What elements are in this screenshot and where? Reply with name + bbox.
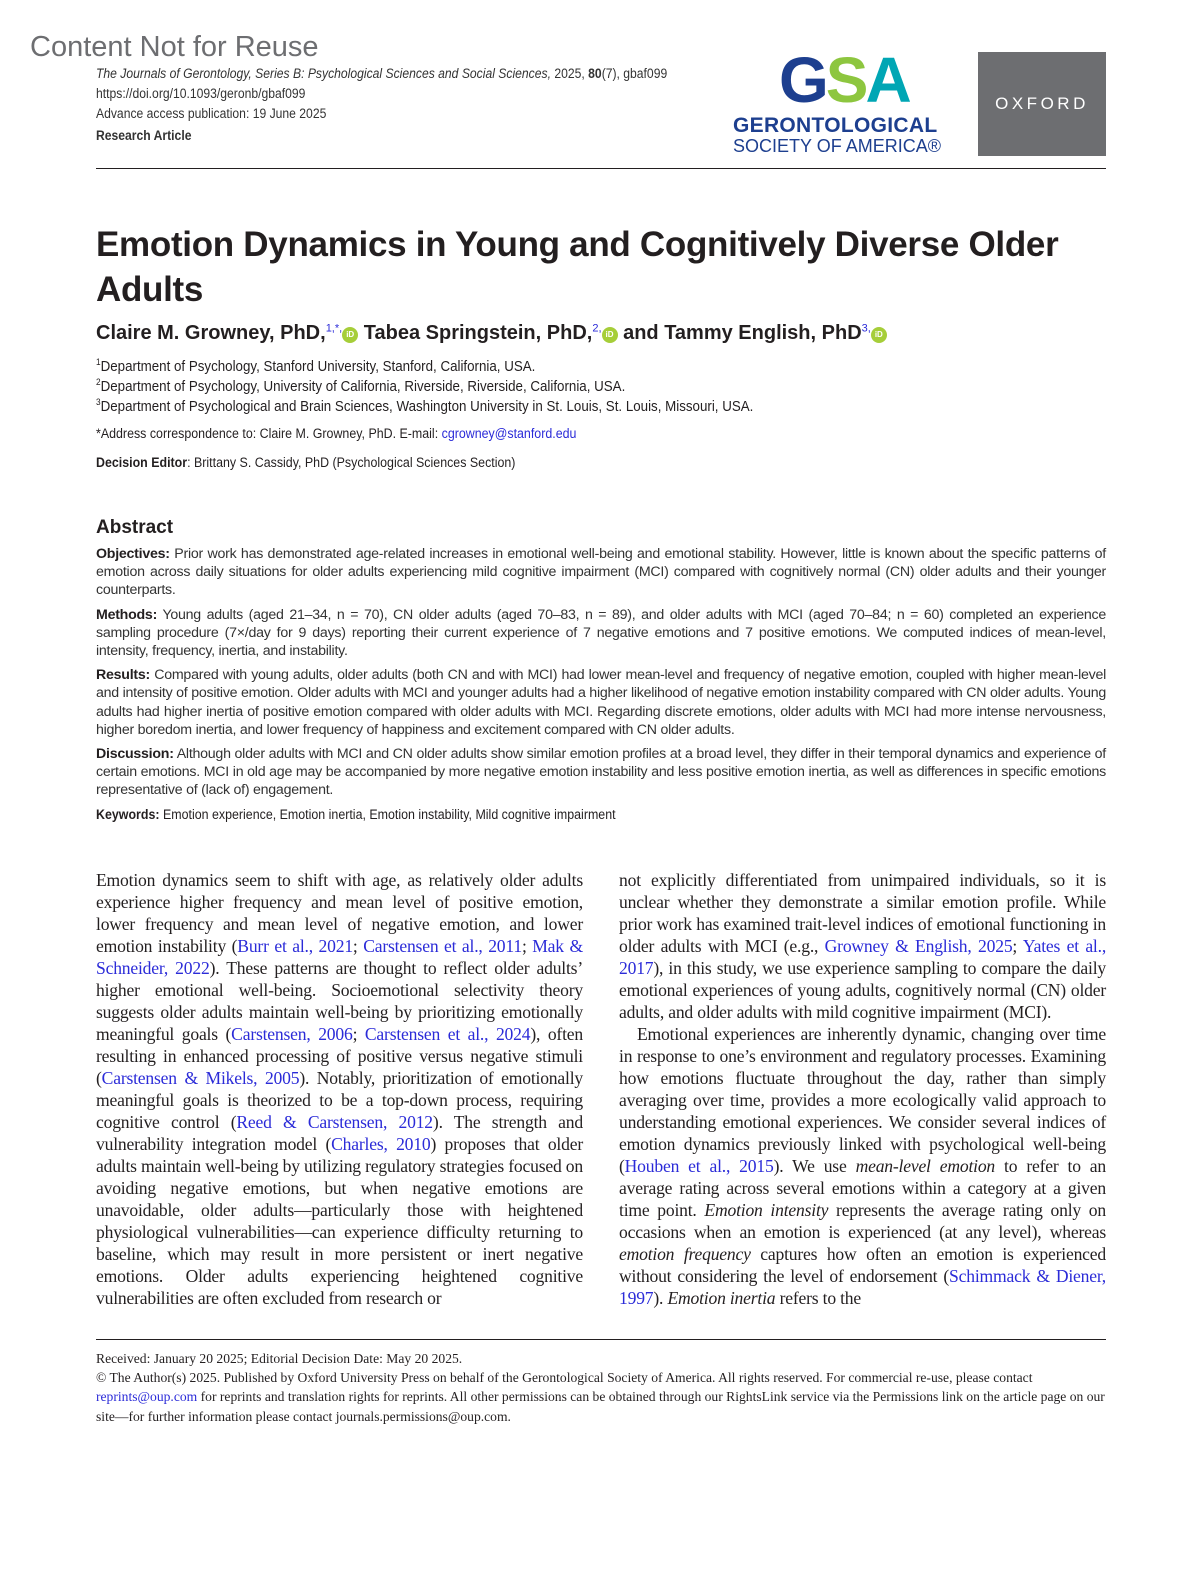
section-text: Young adults (aged 21–34, n = 70), CN older adults (aged 70–83, n = 89), and older adults with MCI (aged 70–84; n = 60) completed an experience sampling procedure (7×/day for 9 days) reporting their current experience of 7 negative emotions and 7 positive emotions. We computed indices of mean-level, intensity, frequency, inertia, and instability. [96, 606, 1106, 660]
body-columns [96, 869, 1106, 1309]
journal-year: 2025, [554, 66, 585, 81]
body-paragraph [619, 1023, 1106, 1309]
author-name: Tabea Springstein, PhD, [363, 322, 593, 344]
body-text: to refer to an average rating across several emotions within a category at a given time point. [619, 1155, 1107, 1220]
received-dates: Received: January 20 2025; Editorial Decision Date: May 20 2025. [96, 1350, 463, 1366]
body-text: not explicitly differentiated from unimpaired individuals, so it is unclear whether they demonstrate a similar emotion profile. While prior work has examined trait-level indices of emotional functioning in older adults with MCI (e.g., [619, 869, 1106, 956]
gsa-logo [733, 44, 965, 160]
author-affil-sup[interactable]: 1,*, [325, 322, 343, 335]
body-paragraph [619, 869, 1106, 1023]
orcid-icon[interactable]: iD [871, 327, 887, 343]
footer-divider [96, 1339, 1106, 1340]
advance-access: Advance access publication: 19 June 2025 [96, 106, 327, 121]
body-text: Emotional experiences are inherently dynamic, changing over time in response to one’s environment and regulatory processes. Examining how emotions fluctuate throughout the day, rather than simply averaging over time, provides a more ecologically valid approach to understanding emotional experiences. We consider several indices of emotion dynamics previously linked with psychological well-being ( [619, 1023, 1106, 1176]
article-flow [96, 517, 1106, 1426]
body-text: ), in this study, we use experience sampling to compare the daily emotional experiences of young adults, cognitively normal (CN) older adults, and older adults with mild cognitive impairment (MCI). [619, 957, 1106, 1022]
copyright-text: for reprints and translation rights for reprints. All other permissions can be obtained through our RightsLink service via the Permissions link on the article page on our site—for further information please contact journals.permissions@oup.com. [96, 1389, 1105, 1424]
keywords [96, 806, 1025, 823]
correspondence-text: *Address correspondence to: Claire M. Growney, PhD. E-mail: [96, 426, 442, 441]
affiliation-text: Department of Psychology, University of California, Riverside, Riverside, California, USA. [100, 379, 626, 395]
body-text: ). Notably, prioritization of emotionally meaningful goals is theorized to be a top-down process, requiring cognitive control ( [96, 1067, 583, 1132]
citation-link[interactable]: Houben et al., 2015 [624, 1155, 774, 1176]
citation-link[interactable]: Reed & Carstensen, 2012 [236, 1111, 433, 1132]
author-affil-sup[interactable]: 2, [592, 322, 602, 335]
section-text: Although older adults with MCI and CN older adults show similar emotion profiles at a broad level, they differ in their temporal dynamics and experience of certain emotions. MCI in old age may be accompanied by more negative emotion instability and less positive emotion inertia, as well as differences in specific emotions representative of (lack of) engagement. [96, 746, 1106, 799]
abstract-heading: Abstract [96, 517, 174, 538]
abstract-results [96, 666, 1106, 739]
decision-editor [96, 455, 515, 470]
gsa-letter-s: S [825, 44, 866, 116]
body-text: ). These patterns are thought to reflect older adults’ higher emotional well-being. Socioemotional selectivity theory suggests older adults maintain well-being by prioritizing emotionally meaningful goals ( [96, 957, 583, 1044]
section-label: Methods: [96, 606, 158, 623]
affiliation-number: 2 [96, 377, 101, 388]
author-name: Claire M. Growney, PhD, [96, 322, 326, 344]
doi-link[interactable]: https://doi.org/10.1093/geronb/gbaf099 [96, 86, 306, 101]
abstract-objectives [96, 545, 1106, 600]
orcid-icon[interactable]: iD [342, 327, 358, 343]
section-text: Compared with young adults, older adults (both CN and with MCI) had lower mean-level and frequency of negative emotion, coupled with higher mean-level and intensity of positive emotion. Older adults with MCI and younger adults had a higher likelihood of negative emotion instability compared with CN older adults. Young adults had higher inertia of positive emotion compared with older adults with MCI. Regarding discrete emotions, older adults with MCI had more intense nervousness, higher boredom inertia, and lower frequency of happiness and excitement compared with CN older adults. [96, 667, 1106, 738]
copyright [96, 1368, 1106, 1426]
oxford-logo: OXFORD [978, 52, 1106, 156]
body-text: represents the average rating only on occasions when an emotion is experienced (at any level), whereas [619, 1199, 1106, 1242]
watermark: Content Not for Reuse [30, 31, 319, 63]
article-footer [96, 1349, 1106, 1426]
body-column-left [96, 869, 583, 1309]
citation-link[interactable]: Yates et al., 2017 [619, 935, 1107, 978]
emphasized-term: Emotion intensity [704, 1199, 829, 1220]
body-text: captures how often an emotion is experienced without considering the level of endorsement ( [619, 1243, 1106, 1286]
gsa-letter-g: G [779, 44, 826, 116]
body-text: ), often resulting in enhanced processing of positive versus negative stimuli ( [96, 1023, 583, 1088]
gsa-letter-a: A [865, 44, 909, 116]
citation-link[interactable]: Charles, 2010 [331, 1133, 431, 1154]
citation-link[interactable]: Carstensen, 2006 [231, 1023, 353, 1044]
journal-volume: 80 [588, 66, 602, 81]
keywords-label: Keywords: [96, 806, 160, 822]
article-title: Emotion Dynamics in Young and Cognitively Diverse Older Adults [96, 225, 1059, 309]
section-label: Results: [96, 667, 150, 684]
gsa-line2: SOCIETY OF AMERICA® [733, 136, 941, 156]
body-text: ; [352, 1023, 365, 1044]
article-type: Research Article [96, 128, 192, 143]
body-paragraph [96, 869, 583, 1309]
section-text: Prior work has demonstrated age-related increases in emotional well-being and emotional stability. However, little is known about the specific patterns of emotion across daily situations for older adults experiencing mild cognitive impairment (MCI) compared with cognitively normal (CN) older adults and their younger counterparts. [96, 546, 1106, 599]
affiliation [96, 357, 753, 377]
emphasized-term: mean-level emotion [855, 1155, 996, 1176]
affiliation-text: Department of Psychological and Brain Sciences, Washington University in St. Louis, St. Louis, Missouri, USA. [100, 399, 754, 415]
citation-link[interactable]: Carstensen et al., 2024 [364, 1023, 531, 1044]
citation-link[interactable]: Carstensen et al., 2011 [363, 935, 522, 956]
affiliation [96, 397, 753, 417]
keywords-text: Emotion experience, Emotion inertia, Emotion instability, Mild cognitive impairment [159, 806, 616, 822]
abstract-body [96, 545, 1106, 800]
body-text: ; [1012, 935, 1023, 956]
copyright-text: © The Author(s) 2025. Published by Oxford University Press on behalf of the Gerontological Society of America. All rights reserved. For commercial re-use, please contact [96, 1369, 1033, 1385]
affiliation-text: Department of Psychology, Stanford University, Stanford, California, USA. [100, 359, 536, 375]
citation-link[interactable]: Carstensen & Mikels, 2005 [101, 1067, 300, 1088]
journal-header [96, 64, 667, 146]
author-affil-sup[interactable]: 3, [861, 322, 871, 335]
correspondence [96, 426, 576, 441]
body-text: ). The strength and vulnerability integration model ( [96, 1111, 583, 1154]
affiliation-number: 1 [96, 357, 101, 368]
emphasized-term: Emotion inertia [667, 1287, 776, 1308]
body-text: ; [521, 935, 533, 956]
orcid-icon[interactable]: iD [602, 327, 618, 343]
gsa-line1: GERONTOLOGICAL [733, 114, 938, 137]
section-label: Objectives: [96, 546, 170, 562]
body-text: ) proposes that older adults maintain well-being by utilizing regulatory strategies focused on avoiding negative emotions, but when negative emotions are unavoidable, older adults—particularly those with heightened physiological vulnerabilities—can experience difficulty returning to baseline, which may result in more persistent or inert negative emotions. Older adults experiencing heightened cognitive vulnerabilities are often excluded from research or [96, 1133, 583, 1308]
body-text: ). We use [773, 1155, 856, 1176]
abstract-discussion [96, 745, 1106, 800]
body-text: refers to the [775, 1287, 862, 1308]
citation-link[interactable]: Mak & Schneider, 2022 [96, 935, 583, 978]
body-text: ; [352, 935, 364, 956]
citation-link[interactable]: Growney & English, 2025 [824, 935, 1013, 956]
email-link[interactable]: cgrowney@stanford.edu [441, 426, 577, 441]
reprints-email-link[interactable]: reprints@oup.com [96, 1389, 198, 1405]
body-column-right [619, 869, 1106, 1309]
affiliation [96, 377, 753, 397]
citation-link[interactable]: Schimmack & Diener, 1997 [619, 1265, 1106, 1308]
author-name: and Tammy English, PhD [623, 322, 862, 344]
author-list [96, 322, 887, 345]
decision-editor-text: : Brittany S. Cassidy, PhD (Psychological Sciences Section) [187, 455, 516, 470]
emphasized-term: emotion frequency [619, 1243, 751, 1264]
section-label: Discussion: [96, 746, 174, 763]
body-text: Emotion dynamics seem to shift with age, as relatively older adults experience higher frequency and mean level of positive emotion, lower frequency and mean level of negative emotion, and lower emotion instability ( [96, 869, 583, 956]
header-divider [96, 168, 1106, 169]
affiliations [96, 357, 753, 417]
affiliation-number: 3 [96, 397, 101, 408]
body-text: ). [653, 1287, 668, 1308]
citation-link[interactable]: Burr et al., 2021 [237, 935, 353, 956]
journal-issue: (7), gbaf099 [601, 66, 668, 81]
abstract-methods [96, 606, 1106, 661]
decision-editor-label: Decision Editor [96, 455, 188, 470]
journal-name: The Journals of Gerontology, Series B: Psychological Sciences and Social Sciences, [96, 66, 551, 81]
